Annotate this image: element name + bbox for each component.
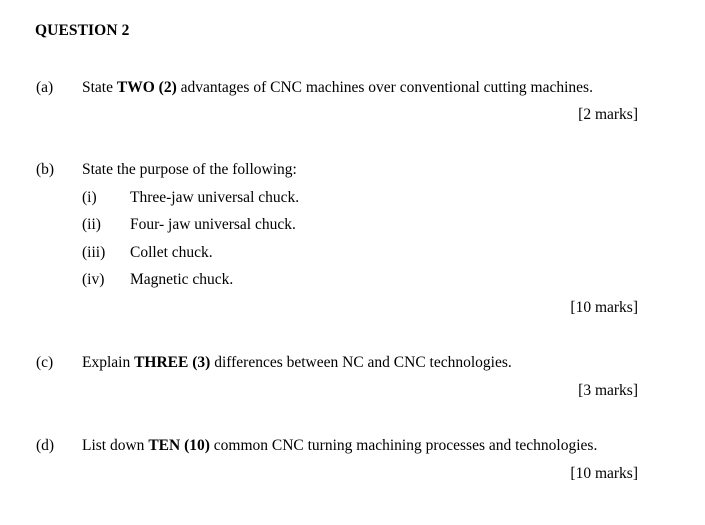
part-c-bold-count-number: (3) — [192, 354, 211, 371]
part-c-text — [82, 355, 512, 371]
part-b-item-text: Magnetic chuck. — [130, 271, 234, 288]
part-b-item-label: (iv) — [82, 271, 105, 288]
part-c-marks: [3 marks] — [578, 382, 638, 399]
part-b-text: State the purpose of the following: — [82, 161, 297, 178]
part-b-item-label: (ii) — [82, 216, 101, 233]
part-a-bold-count-word: TWO — [116, 79, 155, 96]
part-c-bold-count-word: THREE — [134, 354, 189, 371]
part-b-item-text: Four- jaw universal chuck. — [130, 216, 296, 233]
part-b-marks: [10 marks] — [570, 299, 638, 316]
part-b-item-label: (iii) — [82, 244, 106, 261]
part-d-text — [82, 438, 597, 454]
part-a-text — [82, 80, 593, 96]
part-b-item-label: (i) — [82, 189, 97, 206]
part-b-label: (b) — [36, 161, 55, 178]
part-d-label: (d) — [36, 437, 55, 454]
part-d-post: common CNC turning machining processes and technologies. — [209, 437, 598, 454]
part-b-item-text: Collet chuck. — [130, 244, 213, 261]
part-a-bold-count-number: (2) — [158, 79, 177, 96]
part-a-pre: State — [82, 79, 117, 96]
part-a-label: (a) — [36, 79, 54, 96]
part-c-pre: Explain — [82, 354, 135, 371]
part-d-marks: [10 marks] — [570, 465, 638, 482]
part-b-item-text: Three-jaw universal chuck. — [130, 189, 300, 206]
part-d-pre: List down — [82, 437, 149, 454]
part-d-bold-count-word: TEN — [148, 437, 181, 454]
part-d-bold-count-number: (10) — [184, 437, 210, 454]
part-c-label: (c) — [36, 354, 54, 371]
question-title: QUESTION 2 — [35, 22, 130, 39]
part-a-post: advantages of CNC machines over conventional cutting machines. — [176, 79, 593, 96]
part-a-marks: [2 marks] — [578, 106, 638, 123]
part-c-post: differences between NC and CNC technologies. — [210, 354, 512, 371]
